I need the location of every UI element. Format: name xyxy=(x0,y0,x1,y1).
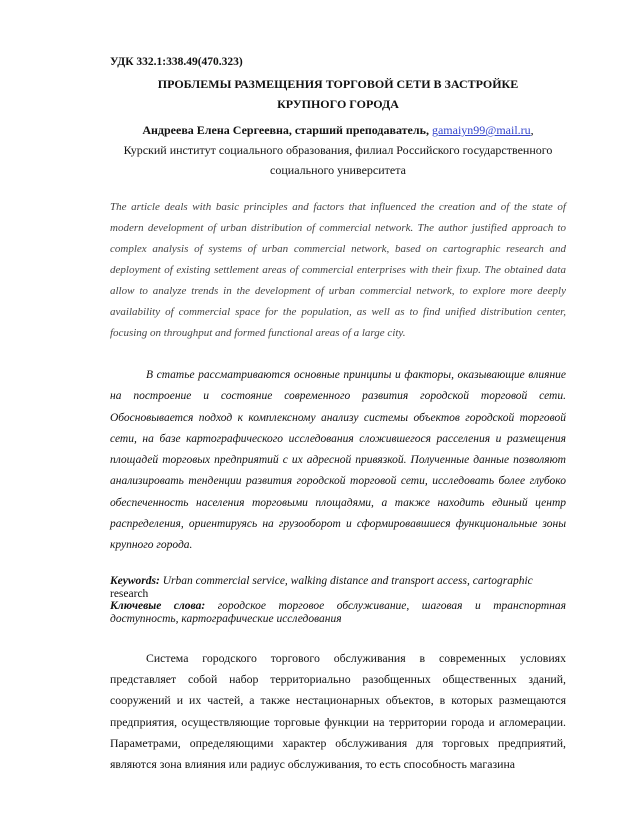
page-title xyxy=(110,74,566,114)
keywords-ru-value: городское торговое обслуживание, шаговая и транспортная доступность, картографические исследования xyxy=(110,600,567,625)
author-name: Андреева Елена Сергеевна, старший преподаватель, xyxy=(142,123,429,137)
affiliation-line-1: Курский институт социального образования, филиал Российского государственного xyxy=(123,143,553,157)
keywords-en-label: Keywords: xyxy=(110,575,160,587)
title-line-2: КРУПНОГО ГОРОДА xyxy=(277,97,399,111)
body-paragraph: Система городского торгового обслуживания в современных условиях представляет собой набор территориально разобщенных общественных зданий, сооружений и их частей, а также нестационарных объектов, в которых размещаются предприятия, осуществляющие торговые функции на территории города и агломерации. Параметрами, определяющими характер обслуживания для торговых предприятий, являются зона влияния или радиус обслуживания, то есть способность магазина xyxy=(110,651,566,772)
author-block xyxy=(110,120,566,180)
keywords-ru-label: Ключевые слова: xyxy=(110,600,206,612)
udk-code: УДК 332.1:338.49(470.323) xyxy=(110,56,243,68)
keywords-en-value: Urban commercial service, walking distance and transport access, cartographic xyxy=(159,575,533,587)
keywords-block xyxy=(110,575,566,625)
abstract-english: The article deals with basic principles and factors that influenced the creation and of the state of modern development of urban distribution of commercial network. The author justified approach to complex analysis of systems of urban commercial network, based on cartographic research and deployment of existing settlement areas of commercial enterprises with their fixup. The obtained data allow to analyze trends in the development of urban commercial network, to explore more deeply availability of commercial space for the population, as well as to find unified distribution center, focusing on throughput and formed functional areas of a large city. xyxy=(110,201,566,339)
author-email-link[interactable]: gamaiyn99@mail.ru xyxy=(431,123,531,137)
abstract-russian: В статье рассматриваются основные принципы и факторы, оказывающие влияние на построение и состояние современного развития городской торговой сети. Обосновывается подход к комплексному анализу системы объектов городской торговой сети, на базе картографического исследования сложившегося расселения и размещения площадей торговых предприятий с их адресной привязкой. Полученные данные позволяют анализировать тенденции развития городской торговой сети, исследовать более глубоко обеспеченность населения торговыми площадями, а также находить единый центр распределения, ориентируясь на грузооборот и сформировавшиеся функциональные зоны крупного города. xyxy=(110,369,566,552)
title-line-1: ПРОБЛЕМЫ РАЗМЕЩЕНИЯ ТОРГОВОЙ СЕТИ В ЗАСТРОЙКЕ xyxy=(157,77,519,91)
author-email-suffix: , xyxy=(530,123,534,137)
keywords-en-tail: research xyxy=(110,587,149,600)
affiliation-line-2: социального университета xyxy=(270,163,406,177)
